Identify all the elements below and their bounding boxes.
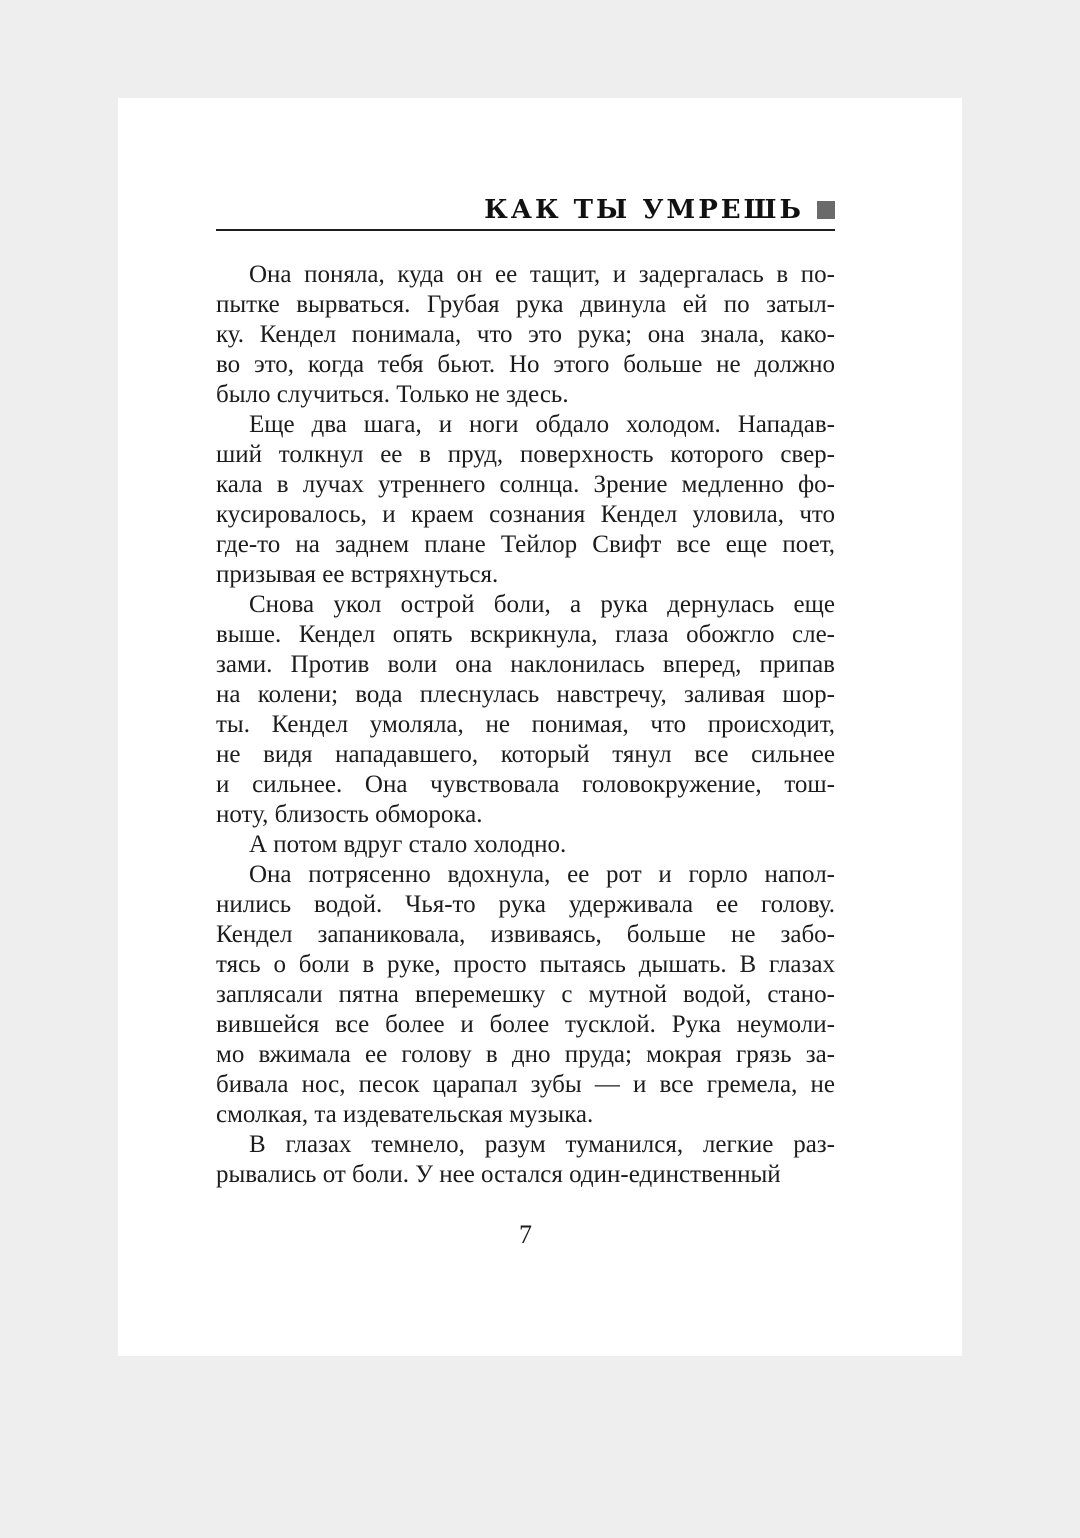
text-line: Снова укол острой боли, а рука дернулась еще bbox=[249, 591, 835, 618]
text-line: Еще два шага, и ноги обдало холодом. Нападав- bbox=[249, 411, 835, 438]
text-line: Она поняла, куда он ее тащит, и задергалась в по- bbox=[249, 261, 835, 288]
text-line: рывались от боли. У нее остался один-единственный bbox=[216, 1161, 781, 1188]
text-line: нились водой. Чья-то рука удерживала ее голову. bbox=[216, 891, 835, 918]
text-block bbox=[216, 260, 835, 1190]
section-marker-icon bbox=[817, 201, 835, 219]
text-line: ку. Кендел понимала, что это рука; она знала, како- bbox=[216, 321, 835, 348]
text-line: не видя нападавшего, который тянул все сильнее bbox=[216, 741, 835, 768]
text-line: выше. Кендел опять вскрикнула, глаза обожгло сле- bbox=[216, 621, 835, 648]
book-page bbox=[118, 98, 962, 1356]
chapter-title: КАК ТЫ УМРЕШЬ bbox=[484, 195, 804, 225]
page-number: 7 bbox=[519, 1220, 532, 1249]
text-line: Она потрясенно вдохнула, ее рот и горло напол- bbox=[249, 861, 835, 888]
text-line: где-то на заднем плане Тейлор Свифт все еще поет, bbox=[216, 531, 835, 558]
text-line: призывая ее встряхнуться. bbox=[216, 561, 499, 588]
text-line: зами. Против воли она наклонилась вперед, припав bbox=[216, 651, 835, 678]
text-line: бивала нос, песок царапал зубы — и все гремела, не bbox=[216, 1071, 835, 1098]
text-line: смолкая, та издевательская музыка. bbox=[216, 1101, 594, 1128]
text-line: заплясали пятна вперемешку с мутной водой, стано- bbox=[216, 981, 835, 1008]
text-line: А потом вдруг стало холодно. bbox=[249, 831, 567, 858]
text-line: и сильнее. Она чувствовала головокружение, тош- bbox=[216, 771, 835, 798]
text-line: ший толкнул ее в пруд, поверхность которого свер- bbox=[216, 441, 835, 468]
text-line: во это, когда тебя бьют. Но этого больше не должно bbox=[216, 351, 835, 378]
text-line: В глазах темнело, разум туманился, легкие раз- bbox=[249, 1131, 835, 1158]
text-line: вившейся все более и более тусклой. Рука неумоли- bbox=[216, 1011, 835, 1038]
running-header bbox=[216, 196, 835, 231]
text-line: кала в лучах утреннего солнца. Зрение медленно фо- bbox=[216, 471, 835, 498]
text-line: ты. Кендел умоляла, не понимая, что происходит, bbox=[216, 711, 835, 738]
text-line: Кендел запаниковала, извиваясь, больше не забо- bbox=[216, 921, 835, 948]
text-line: было случиться. Только не здесь. bbox=[216, 381, 569, 408]
text-line: ноту, близость обморока. bbox=[216, 801, 483, 828]
text-line: кусировалось, и краем сознания Кендел уловила, что bbox=[216, 501, 835, 528]
text-line: мо вжимала ее голову в дно пруда; мокрая грязь за- bbox=[216, 1041, 835, 1068]
text-line: пытке вырваться. Грубая рука двинула ей по затыл- bbox=[216, 291, 835, 318]
text-line: тясь о боли в руке, просто пытаясь дышать. В глазах bbox=[216, 951, 835, 978]
text-line: на колени; вода плеснулась навстречу, заливая шор- bbox=[216, 681, 835, 708]
